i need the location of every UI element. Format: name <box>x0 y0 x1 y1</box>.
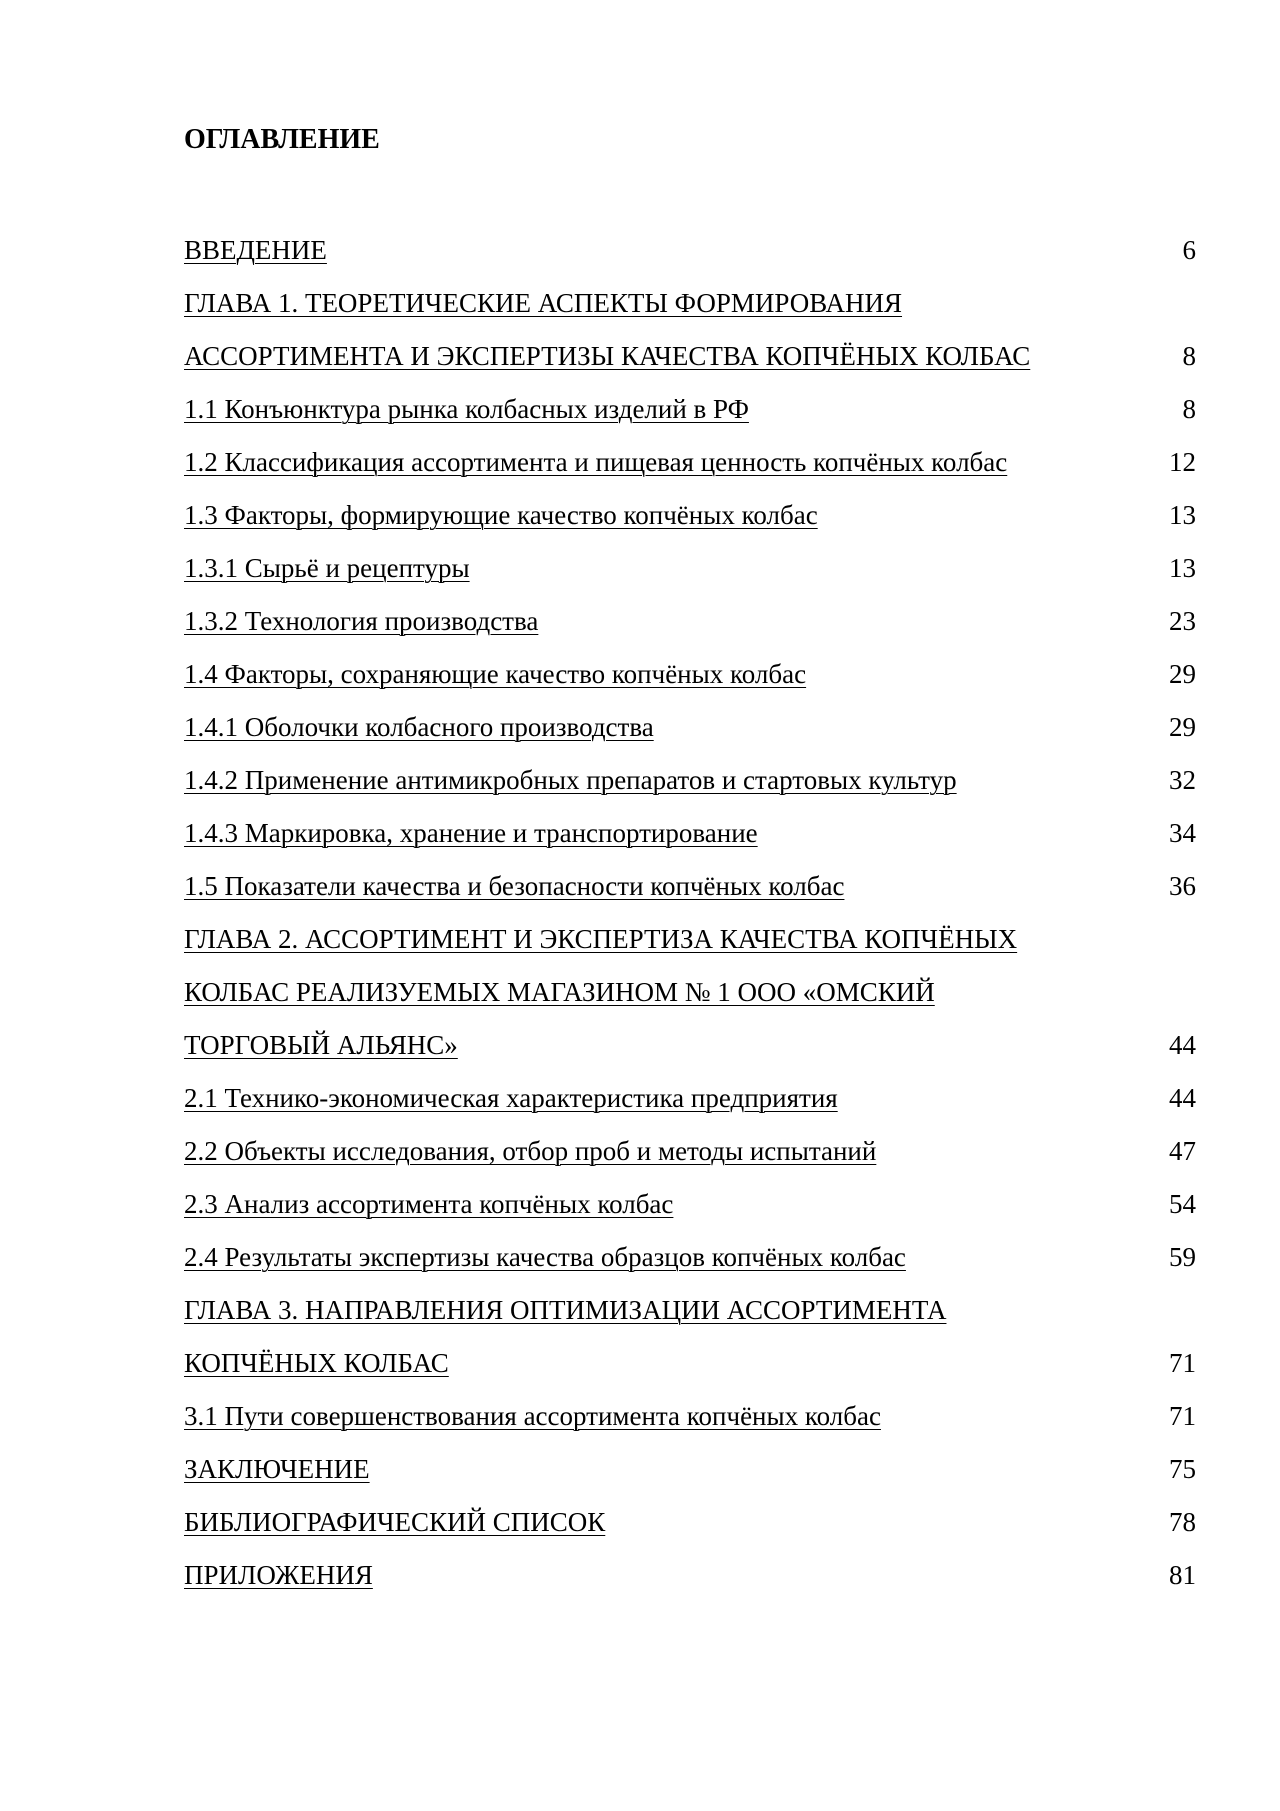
toc-entry-link[interactable]: 1.5 Показатели качества и безопасности копчёных колбас <box>184 871 845 901</box>
toc-entry-line <box>184 489 1196 542</box>
toc-page-number: 29 <box>1169 659 1196 689</box>
toc-entry-line <box>184 1390 1196 1443</box>
toc-entry-link[interactable]: ТОРГОВЫЙ АЛЬЯНС» <box>184 1030 458 1060</box>
toc-page-number: 29 <box>1169 712 1196 742</box>
toc-page-number: 59 <box>1169 1242 1196 1272</box>
toc-entry-line <box>184 1496 1196 1549</box>
toc-entry-line <box>184 277 1196 330</box>
toc-page-number: 8 <box>1182 394 1196 424</box>
toc-page-number: 47 <box>1169 1136 1196 1166</box>
toc-page-number: 44 <box>1169 1083 1196 1113</box>
toc-page-number: 13 <box>1169 500 1196 530</box>
toc-entry-link[interactable]: 1.4.3 Маркировка, хранение и транспортирование <box>184 818 758 848</box>
toc-page-number: 6 <box>1182 235 1196 265</box>
toc-entry-link[interactable]: ЗАКЛЮЧЕНИЕ <box>184 1454 370 1484</box>
toc-page-number: 71 <box>1169 1401 1196 1431</box>
toc-page-number: 78 <box>1169 1507 1196 1537</box>
toc-entry-line <box>184 860 1196 913</box>
toc-entry-line <box>184 1072 1196 1125</box>
toc-entry-link[interactable]: 2.2 Объекты исследования, отбор проб и методы испытаний <box>184 1136 877 1166</box>
toc-entry-line <box>184 648 1196 701</box>
toc-entry-line <box>184 542 1196 595</box>
toc-entry-link[interactable]: 2.1 Технико-экономическая характеристика предприятия <box>184 1083 838 1113</box>
toc-entry-line <box>184 1337 1196 1390</box>
toc-entry-link[interactable]: АССОРТИМЕНТА И ЭКСПЕРТИЗЫ КАЧЕСТВА КОПЧЁНЫХ КОЛБАС <box>184 341 1031 371</box>
toc-entry-line <box>184 1443 1196 1496</box>
toc-entry-link[interactable]: 1.4 Факторы, сохраняющие качество копчёных колбас <box>184 659 807 689</box>
toc-entry-link[interactable]: 1.4.2 Применение антимикробных препаратов и стартовых культур <box>184 765 957 795</box>
toc-entry-line <box>184 595 1196 648</box>
toc-entry-link[interactable]: ПРИЛОЖЕНИЯ <box>184 1560 373 1590</box>
toc-page-number: 36 <box>1169 871 1196 901</box>
toc-entry-link[interactable]: 1.3.1 Сырьё и рецептуры <box>184 553 470 583</box>
toc-page-number: 71 <box>1169 1348 1196 1378</box>
toc-entry-line <box>184 436 1196 489</box>
toc-entry-link[interactable]: 1.4.1 Оболочки колбасного производства <box>184 712 654 742</box>
toc-entry-line <box>184 1019 1196 1072</box>
toc-entry-line <box>184 1125 1196 1178</box>
toc-page-number: 12 <box>1169 447 1196 477</box>
toc-entry-link[interactable]: КОПЧЁНЫХ КОЛБАС <box>184 1348 449 1378</box>
toc-entry-link[interactable]: 2.4 Результаты экспертизы качества образцов копчёных колбас <box>184 1242 906 1272</box>
toc-entry-link[interactable]: 1.3.2 Технология производства <box>184 606 539 636</box>
toc-page-number: 8 <box>1182 341 1196 371</box>
toc-entry-link[interactable]: 3.1 Пути совершенствования ассортимента копчёных колбас <box>184 1401 881 1431</box>
toc-entry-line <box>184 1231 1196 1284</box>
toc-entry-link[interactable]: БИБЛИОГРАФИЧЕСКИЙ СПИСОК <box>184 1507 606 1537</box>
toc-entry-link[interactable]: ВВЕДЕНИЕ <box>184 235 327 265</box>
toc-list <box>184 224 1196 1602</box>
toc-entry-link[interactable]: КОЛБАС РЕАЛИЗУЕМЫХ МАГАЗИНОМ № 1 ООО «ОМСКИЙ <box>184 977 935 1007</box>
toc-entry-line <box>184 1549 1196 1602</box>
toc-page-number: 44 <box>1169 1030 1196 1060</box>
toc-page-number: 13 <box>1169 553 1196 583</box>
toc-page-number: 75 <box>1169 1454 1196 1484</box>
toc-entry-line <box>184 330 1196 383</box>
toc-entry-link[interactable]: ГЛАВА 2. АССОРТИМЕНТ И ЭКСПЕРТИЗА КАЧЕСТВА КОПЧЁНЫХ <box>184 924 1018 954</box>
toc-page-number: 32 <box>1169 765 1196 795</box>
toc-page-number: 23 <box>1169 606 1196 636</box>
toc-entry-line <box>184 966 1196 1019</box>
toc-entry-link[interactable]: ГЛАВА 3. НАПРАВЛЕНИЯ ОПТИМИЗАЦИИ АССОРТИМЕНТА <box>184 1295 947 1325</box>
toc-entry-line <box>184 754 1196 807</box>
toc-entry-line <box>184 701 1196 754</box>
toc-page-number: 34 <box>1169 818 1196 848</box>
toc-entry-link[interactable]: 2.3 Анализ ассортимента копчёных колбас <box>184 1189 674 1219</box>
toc-entry-line <box>184 1284 1196 1337</box>
toc-entry-line <box>184 383 1196 436</box>
toc-entry-link[interactable]: 1.1 Конъюнктура рынка колбасных изделий в РФ <box>184 394 749 424</box>
toc-entry-line <box>184 224 1196 277</box>
toc-entry-line <box>184 1178 1196 1231</box>
toc-page-number: 54 <box>1169 1189 1196 1219</box>
toc-heading: ОГЛАВЛЕНИЕ <box>184 124 380 155</box>
toc-entry-link[interactable]: 1.2 Классификация ассортимента и пищевая ценность копчёных колбас <box>184 447 1008 477</box>
toc-entry-line <box>184 807 1196 860</box>
toc-entry-link[interactable]: ГЛАВА 1. ТЕОРЕТИЧЕСКИЕ АСПЕКТЫ ФОРМИРОВАНИЯ <box>184 288 903 318</box>
toc-page-number: 81 <box>1169 1560 1196 1590</box>
toc-entry-line <box>184 913 1196 966</box>
toc-entry-link[interactable]: 1.3 Факторы, формирующие качество копчёных колбас <box>184 500 818 530</box>
